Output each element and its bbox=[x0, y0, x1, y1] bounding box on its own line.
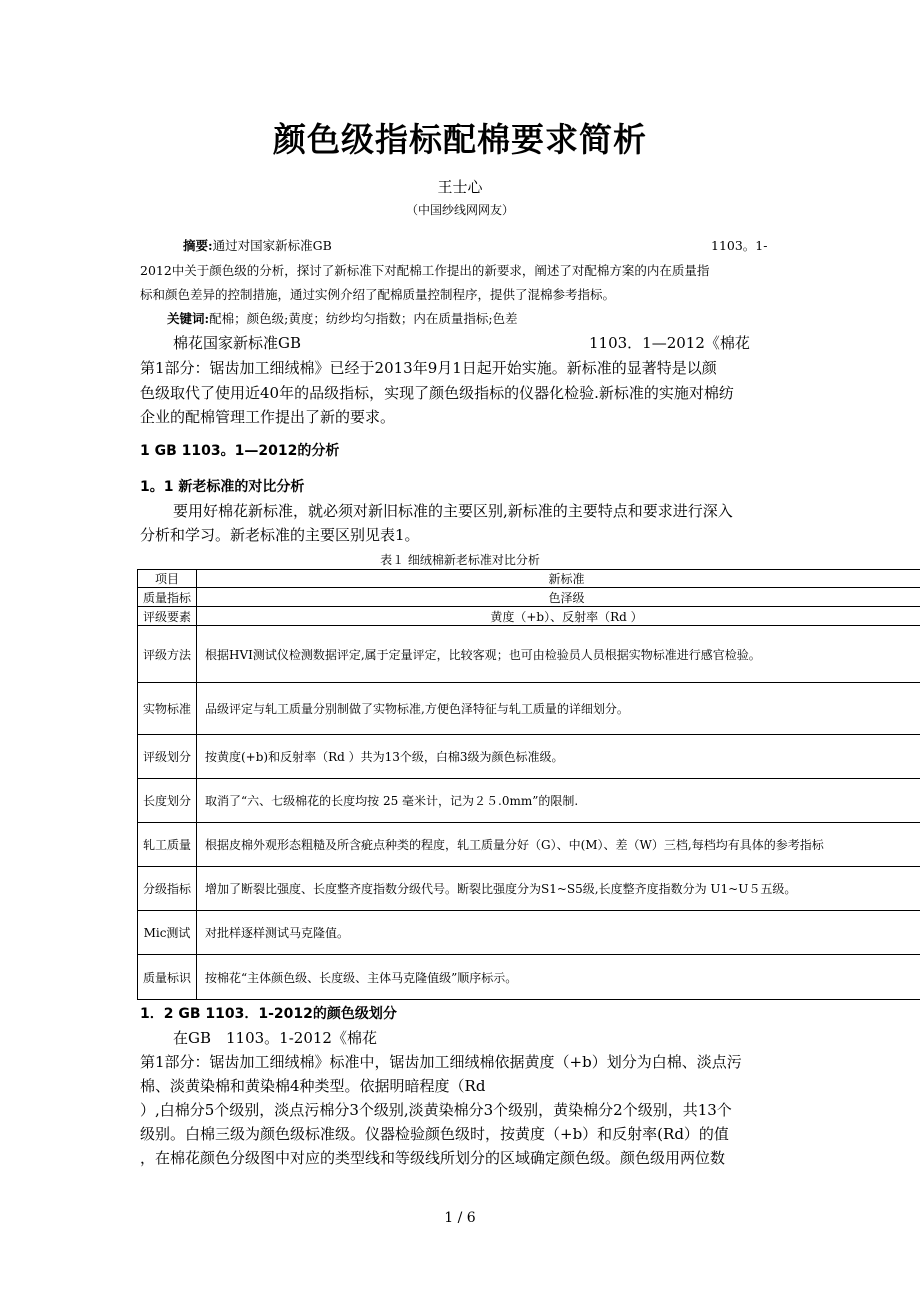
page-number: 1 / 6 bbox=[444, 1210, 476, 1226]
abstract-text-1: 通过对国家新标准GB bbox=[212, 238, 332, 253]
section-1-1-heading: 1。1 新老标准的对比分析 bbox=[140, 479, 305, 495]
intro-line-1: 棉花国家新标准GB bbox=[173, 334, 302, 352]
section-1-2-line-3: 棉、淡黄染棉和黄染棉4种类型。依据明暗程度（Rd bbox=[140, 1077, 486, 1095]
row-new: 按棉花“主体颜色级、长度级、主体马克隆值级”顺序标示。 bbox=[197, 955, 920, 1000]
row-new: 色泽级 bbox=[197, 588, 920, 607]
table-row bbox=[138, 911, 920, 955]
section-1-2-line-6: ，在棉花颜色分级图中对应的类型线和等级线所划分的区域确定颜色级。颜色级用两位数 bbox=[140, 1149, 726, 1167]
row-new: 根据HVI测试仪检测数据评定,属于定量评定，比较客观；也可由检验员人员根据实物标准进行感官检验。 bbox=[197, 626, 920, 683]
row-new: 对批样逐样测试马克隆值。 bbox=[197, 911, 920, 955]
section-1-1-line-1: 要用好棉花新标准，就必须对新旧标准的主要区别,新标准的主要特点和要求进行深入 bbox=[173, 502, 733, 520]
intro-line-1-right: 1103．1—2012《棉花 bbox=[589, 334, 750, 352]
header-new-standard: 新标准 bbox=[197, 570, 920, 588]
row-item: 质量标识 bbox=[138, 955, 197, 1000]
row-item: 分级指标 bbox=[138, 867, 197, 911]
table-row bbox=[138, 626, 920, 683]
keywords bbox=[167, 309, 518, 327]
row-new: 取消了“六、七级棉花的长度均按 25 毫米计，记为２５.0mm”的限制. bbox=[197, 779, 920, 823]
affiliation: （中国纱线网网友） bbox=[405, 203, 514, 217]
row-item: 评级方法 bbox=[138, 626, 197, 683]
row-item: 质量指标 bbox=[138, 588, 197, 607]
document-title: 颜色级指标配棉要求简析 bbox=[273, 120, 647, 159]
table-row bbox=[138, 823, 920, 867]
row-item: 轧工质量 bbox=[138, 823, 197, 867]
intro-line-2: 第1部分：锯齿加工细绒棉》已经于2013年9月1日起开始实施。新标准的显著特是以颜 bbox=[140, 359, 717, 377]
row-item: 长度划分 bbox=[138, 779, 197, 823]
abstract-line-3: 标和颜色差异的控制措施，通过实例介绍了配棉质量控制程序，提供了混棉参考指标。 bbox=[140, 287, 616, 302]
abstract-line-2: 2012中关于颜色级的分析，探讨了新标准下对配棉工作提出的新要求，阐述了对配棉方案的内在质量指 bbox=[140, 263, 710, 278]
table-row bbox=[138, 955, 920, 1000]
section-1-1-line-2: 分析和学习。新老标准的主要区别见表1。 bbox=[140, 526, 420, 544]
keywords-label: 关键词: bbox=[167, 311, 210, 326]
section-1-2-line-1: 在GB 1103。1-2012《棉花 bbox=[173, 1029, 377, 1047]
header-item: 项目 bbox=[138, 570, 197, 588]
intro-line-3: 色级取代了使用近40年的品级指标，实现了颜色级指标的仪器化检验.新标准的实施对棉纺 bbox=[140, 384, 734, 402]
keywords-text: 配棉；颜色级;黄度；纺纱均匀指数；内在质量指标;色差 bbox=[209, 311, 518, 326]
row-new: 按黄度(+b)和反射率（Rd ）共为13个级，白棉3级为颜色标准级。 bbox=[197, 735, 920, 779]
section-1-heading: 1 GB 1103。1—2012的分析 bbox=[140, 443, 340, 459]
row-new: 品级评定与轧工质量分别制做了实物标准,方便色泽特征与轧工质量的详细划分。 bbox=[197, 683, 920, 735]
row-item: 评级要素 bbox=[138, 607, 197, 626]
table-row bbox=[138, 588, 920, 607]
table-caption: 表１ 细绒棉新老标准对比分析 bbox=[380, 553, 540, 567]
table-row bbox=[138, 607, 920, 626]
row-item: Mic测试 bbox=[138, 911, 197, 955]
row-item: 评级划分 bbox=[138, 735, 197, 779]
section-1-2-line-2: 第1部分：锯齿加工细绒棉》标准中，锯齿加工细绒棉依据黄度（+b）划分为白棉、淡点污 bbox=[140, 1053, 742, 1071]
row-item: 实物标准 bbox=[138, 683, 197, 735]
section-1-2-heading: 1．2 GB 1103．1-2012的颜色级划分 bbox=[140, 1006, 397, 1022]
row-new: 增加了断裂比强度、长度整齐度指数分级代号。断裂比强度分为S1~S5级,长度整齐度指数分为 U1~U５五级。 bbox=[197, 867, 920, 911]
row-new: 根据皮棉外观形态粗糙及所含疵点种类的程度，轧工质量分好（G）、中(M）、差（W）三档,每档均有具体的参考指标 bbox=[197, 823, 920, 867]
abstract-line-1 bbox=[183, 236, 332, 254]
intro-line-4: 企业的配棉管理工作提出了新的要求。 bbox=[140, 408, 396, 426]
table-row bbox=[138, 779, 920, 823]
table-row bbox=[138, 735, 920, 779]
row-new: 黄度（+b）、反射率（Rd ） bbox=[197, 607, 920, 626]
abstract-label: 摘要: bbox=[183, 238, 213, 253]
table-row bbox=[138, 867, 920, 911]
section-1-2-line-4: ）,白棉分5个级别，淡点污棉分3个级别,淡黄染棉分3个级别，黄染棉分2个级别，共13个 bbox=[140, 1101, 732, 1119]
table-header-row bbox=[138, 570, 920, 588]
comparison-table bbox=[137, 569, 920, 1000]
abstract-line-1-right: 1103。1- bbox=[711, 238, 768, 253]
author: 王士心 bbox=[437, 178, 483, 196]
section-1-2-line-5: 级别。白棉三级为颜色级标准级。仪器检验颜色级时，按黄度（+b）和反射率(Rd）的值 bbox=[140, 1125, 729, 1143]
table-row bbox=[138, 683, 920, 735]
